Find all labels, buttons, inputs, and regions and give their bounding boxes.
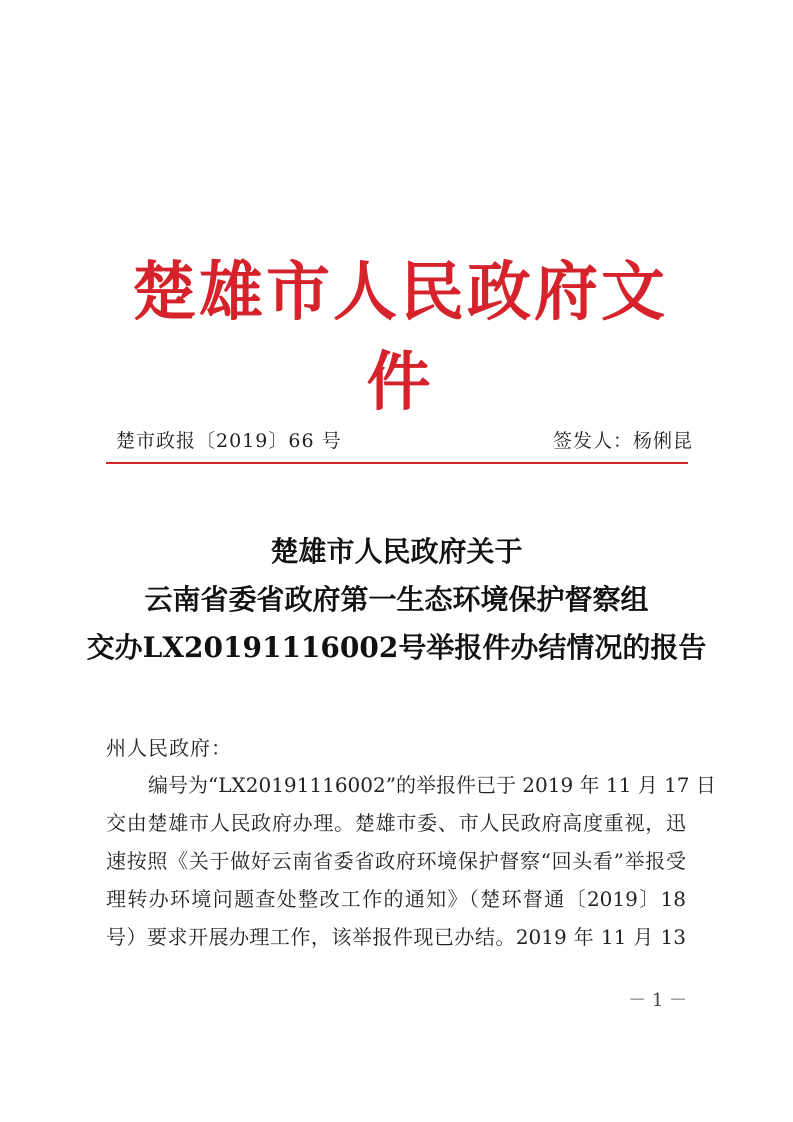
body-line: 交由楚雄市人民政府办理。楚雄市委、市人民政府高度重视，迅 <box>106 811 686 835</box>
report-title <box>80 528 713 672</box>
body-line: 号）要求开展办理工作，该举报件现已办结。2019 年 11 月 13 <box>106 925 686 949</box>
body-line: 理转办环境问题查处整改工作的通知》（楚环督通〔2019〕18 <box>106 887 686 911</box>
signer: 签发人：杨俐昆 <box>552 430 693 452</box>
body-line: 速按照《关于做好云南省委省政府环境保护督察“回头看”举报受 <box>106 849 686 873</box>
document-number: 楚市政报〔2019〕66 号 <box>116 430 342 452</box>
report-title-line-2: 云南省委省政府第一生态环境保护督察组 <box>144 583 649 616</box>
red-divider-line <box>106 462 688 464</box>
body-line: 编号为“LX20191116002”的举报件已于 2019 年 11 月 17 日 <box>148 773 716 797</box>
body-paragraph <box>106 766 716 956</box>
report-title-line-3: 交办LX20191116002号举报件办结情况的报告 <box>86 631 707 664</box>
salutation: 州人民政府： <box>106 736 232 760</box>
report-title-line-1: 楚雄市人民政府关于 <box>270 535 523 568</box>
page-number: － 1 － <box>628 990 687 1011</box>
masthead-title: 楚雄市人民政府文件 <box>132 256 668 420</box>
